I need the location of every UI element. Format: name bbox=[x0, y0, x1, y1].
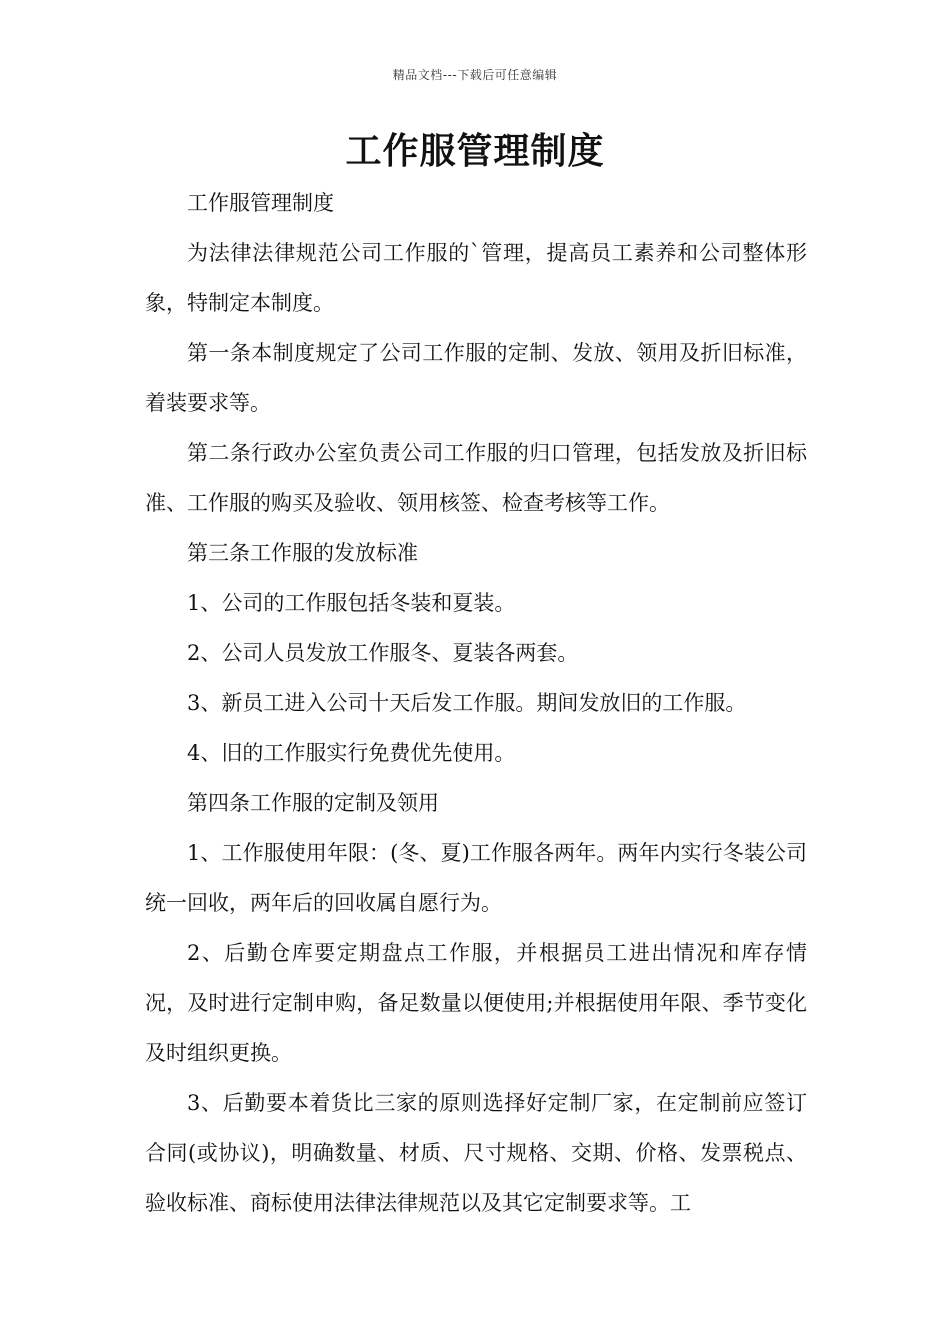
paragraph-article-3-heading: 第三条工作服的发放标准 bbox=[187, 541, 418, 565]
paragraph-article-3-item-3: 3、新员工进入公司十天后发工作服。期间发放旧的工作服。 bbox=[187, 691, 747, 715]
paragraph-article-2: 第二条行政办公室负责公司工作服的归口管理，包括发放及折旧标准、工作服的购买及验收、领用核签、检查考核等工作。 bbox=[145, 441, 807, 515]
paragraph-intro: 为法律法律规范公司工作服的`管理，提高员工素养和公司整体形象，特制定本制度。 bbox=[145, 241, 807, 315]
document-title: 工作服管理制度 bbox=[345, 131, 605, 172]
paragraph-article-4-item-3: 3、后勤要本着货比三家的原则选择好定制厂家，在定制前应签订合同(或协议)，明确数量、材质、尺寸规格、交期、价格、发票税点、验收标准、商标使用法律法律规范以及其它定制要求等。工 bbox=[145, 1091, 807, 1215]
paragraph-article-3-item-1: 1、公司的工作服包括冬装和夏装。 bbox=[187, 591, 516, 615]
document-body bbox=[145, 178, 807, 1228]
paragraph-article-4-heading: 第四条工作服的定制及领用 bbox=[187, 791, 439, 815]
paragraph-article-1: 第一条本制度规定了公司工作服的定制、发放、领用及折旧标准，着装要求等。 bbox=[145, 341, 807, 415]
paragraph-article-3-item-2: 2、公司人员发放工作服冬、夏装各两套。 bbox=[187, 641, 579, 665]
paragraph-article-4-item-1: 1、工作服使用年限：(冬、夏)工作服各两年。两年内实行冬装公司统一回收，两年后的回收属自愿行为。 bbox=[145, 841, 807, 915]
header-note: 精品文档---下载后可任意编辑 bbox=[392, 68, 558, 82]
paragraph-subtitle: 工作服管理制度 bbox=[187, 191, 334, 215]
paragraph-article-4-item-2: 2、后勤仓库要定期盘点工作服，并根据员工进出情况和库存情况，及时进行定制申购，备足数量以便使用;并根据使用年限、季节变化及时组织更换。 bbox=[145, 941, 807, 1065]
paragraph-article-3-item-4: 4、旧的工作服实行免费优先使用。 bbox=[187, 741, 516, 765]
